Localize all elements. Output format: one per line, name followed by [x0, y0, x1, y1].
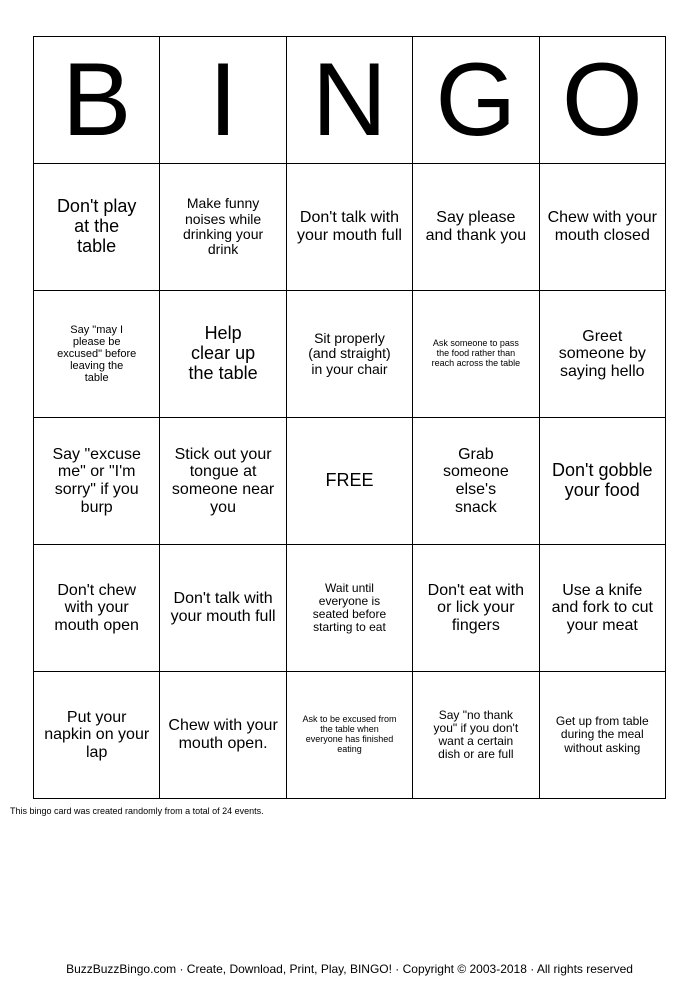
- cell-text: Don't play at the table: [56, 196, 137, 256]
- cell-text: Wait until everyone is seated before starting to eat: [312, 580, 387, 635]
- cell-text: Help clear up the table: [188, 323, 258, 383]
- cell-text: Chew with your mouth open.: [168, 717, 278, 752]
- bingo-row: [34, 418, 666, 545]
- bingo-row: [34, 672, 666, 799]
- cell-text: Say please and thank you: [425, 209, 527, 244]
- bingo-cell: [160, 545, 286, 672]
- bingo-cell: [286, 164, 412, 291]
- bingo-cell: [539, 418, 665, 545]
- bingo-cell: [286, 672, 412, 799]
- cell-text: Make funny noises while drinking your drink: [183, 195, 264, 258]
- bingo-cell: [34, 291, 160, 418]
- cell-text: Say "excuse me" or "I'm sorry" if you burp: [52, 445, 141, 516]
- cell-text: Don't talk with your mouth full: [170, 590, 276, 625]
- bingo-cell: [413, 545, 539, 672]
- cell-text: Ask someone to pass the food rather than reach across the table: [431, 338, 521, 368]
- cell-text: Chew with your mouth closed: [547, 209, 657, 244]
- bingo-card: [33, 36, 666, 799]
- bingo-cell: [286, 545, 412, 672]
- free-space: [286, 418, 412, 545]
- bingo-header-row: [34, 37, 666, 164]
- bingo-cell: [34, 164, 160, 291]
- cell-text: Don't eat with or lick your fingers: [427, 581, 525, 634]
- cell-text: Don't chew with your mouth open: [54, 581, 139, 634]
- bingo-cell: [34, 545, 160, 672]
- free-space-label: FREE: [325, 470, 374, 491]
- header-letter-g: G: [413, 37, 539, 164]
- bingo-cell: [539, 164, 665, 291]
- cell-text: Don't talk with your mouth full: [297, 209, 402, 244]
- bingo-cell: [160, 418, 286, 545]
- cell-text: Use a knife and fork to cut your meat: [551, 581, 653, 634]
- bingo-cell: [34, 672, 160, 799]
- bingo-row: [34, 291, 666, 418]
- bingo-cell: [160, 291, 286, 418]
- card-generation-note: This bingo card was created randomly from a total of 24 events.: [10, 806, 264, 816]
- cell-text: Sit properly (and straight) in your chair: [308, 329, 391, 377]
- bingo-cell: [539, 545, 665, 672]
- bingo-row: [34, 164, 666, 291]
- cell-text: Get up from table during the meal without asking: [555, 714, 649, 755]
- cell-text: Ask to be excused from the table when everyone has finished eating: [302, 714, 397, 754]
- header-letter-n: N: [286, 37, 412, 164]
- cell-text: Say "no thank you" if you don't want a certain dish or are full: [433, 707, 519, 762]
- bingo-cell: [34, 418, 160, 545]
- bingo-cell: [286, 291, 412, 418]
- cell-text: Don't gobble your food: [552, 460, 653, 500]
- header-letter-o: O: [539, 37, 665, 164]
- cell-text: Say "may I please be excused" before leaving the table: [57, 323, 137, 385]
- bingo-cell: [160, 672, 286, 799]
- bingo-cell: [539, 291, 665, 418]
- bingo-cell: [539, 672, 665, 799]
- cell-text: Grab someone else's snack: [442, 445, 509, 516]
- cell-text: Stick out your tongue at someone near you: [171, 445, 275, 516]
- bingo-row: [34, 545, 666, 672]
- bingo-cell: [413, 291, 539, 418]
- cell-text: Put your napkin on your lap: [44, 708, 150, 761]
- bingo-cell: [413, 418, 539, 545]
- header-letter-b: B: [34, 37, 160, 164]
- bingo-cell: [413, 164, 539, 291]
- header-letter-i: I: [160, 37, 286, 164]
- bingo-cell: [160, 164, 286, 291]
- site-footer: BuzzBuzzBingo.com · Create, Download, Print, Play, BINGO! · Copyright © 2003-2018 · All rights reserved: [66, 962, 633, 976]
- cell-text: Greet someone by saying hello: [558, 327, 646, 380]
- bingo-cell: [413, 672, 539, 799]
